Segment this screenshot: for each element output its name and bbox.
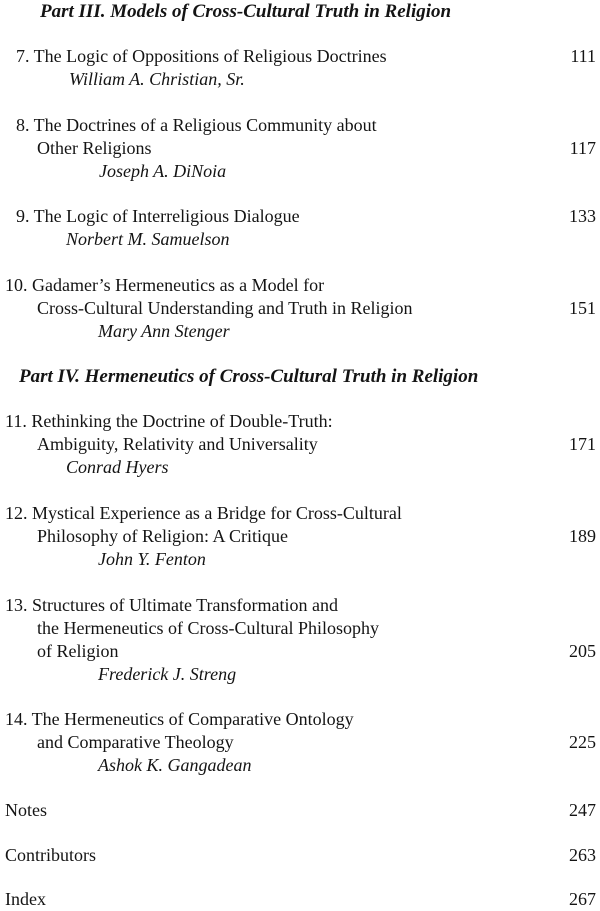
chapter-title-line: 9. The Logic of Interreligious Dialogue — [16, 206, 300, 226]
chapter-author: Frederick J. Streng — [98, 664, 237, 684]
part-heading: Part IV. Hermeneutics of Cross-Cultural Truth in Religion — [19, 366, 479, 387]
page-number: 111 — [570, 46, 596, 66]
page-number: 247 — [569, 800, 596, 820]
chapter-author: John Y. Fenton — [98, 549, 206, 569]
page-number: 267 — [569, 889, 596, 909]
page-number: 263 — [569, 845, 596, 865]
chapter-author: William A. Christian, Sr. — [69, 69, 245, 89]
chapter-author: Conrad Hyers — [66, 457, 169, 477]
chapter-title-line: 14. The Hermeneutics of Comparative Ontology — [5, 709, 354, 729]
page-number: 205 — [569, 641, 596, 661]
page-number: 189 — [569, 526, 596, 546]
chapter-author: Norbert M. Samuelson — [66, 229, 230, 249]
chapter-author: Joseph A. DiNoia — [99, 161, 227, 181]
chapter-title-line: 8. The Doctrines of a Religious Community about — [16, 115, 377, 135]
back-matter-label: Index — [5, 889, 46, 909]
back-matter-label: Notes — [5, 800, 47, 820]
chapter-title-line: Philosophy of Religion: A Critique — [37, 526, 289, 546]
page-number: 171 — [569, 434, 596, 454]
page-number: 225 — [569, 732, 596, 752]
chapter-title-line: Cross-Cultural Understanding and Truth in Religion — [37, 298, 413, 318]
chapter-title-line: 13. Structures of Ultimate Transformation and — [5, 595, 338, 615]
chapter-title-line: the Hermeneutics of Cross-Cultural Philosophy — [37, 618, 379, 638]
page-number: 133 — [569, 206, 596, 226]
chapter-author: Mary Ann Stenger — [98, 321, 230, 341]
page-number: 151 — [569, 298, 596, 318]
chapter-title-line: 10. Gadamer’s Hermeneutics as a Model for — [5, 275, 325, 295]
chapter-title-line: 11. Rethinking the Doctrine of Double-Truth: — [5, 411, 333, 431]
chapter-title-line: 7. The Logic of Oppositions of Religious Doctrines — [16, 46, 387, 66]
page-number: 117 — [569, 138, 596, 158]
chapter-title-line: Ambiguity, Relativity and Universality — [37, 434, 318, 454]
chapter-author: Ashok K. Gangadean — [98, 755, 252, 775]
chapter-title-line: Other Religions — [37, 138, 152, 158]
back-matter-label: Contributors — [5, 845, 97, 865]
chapter-title-line: 12. Mystical Experience as a Bridge for Cross-Cultural — [5, 503, 402, 523]
chapter-title-line: of Religion — [37, 641, 119, 661]
chapter-title-line: and Comparative Theology — [37, 732, 234, 752]
part-heading: Part III. Models of Cross-Cultural Truth in Religion — [40, 1, 452, 22]
